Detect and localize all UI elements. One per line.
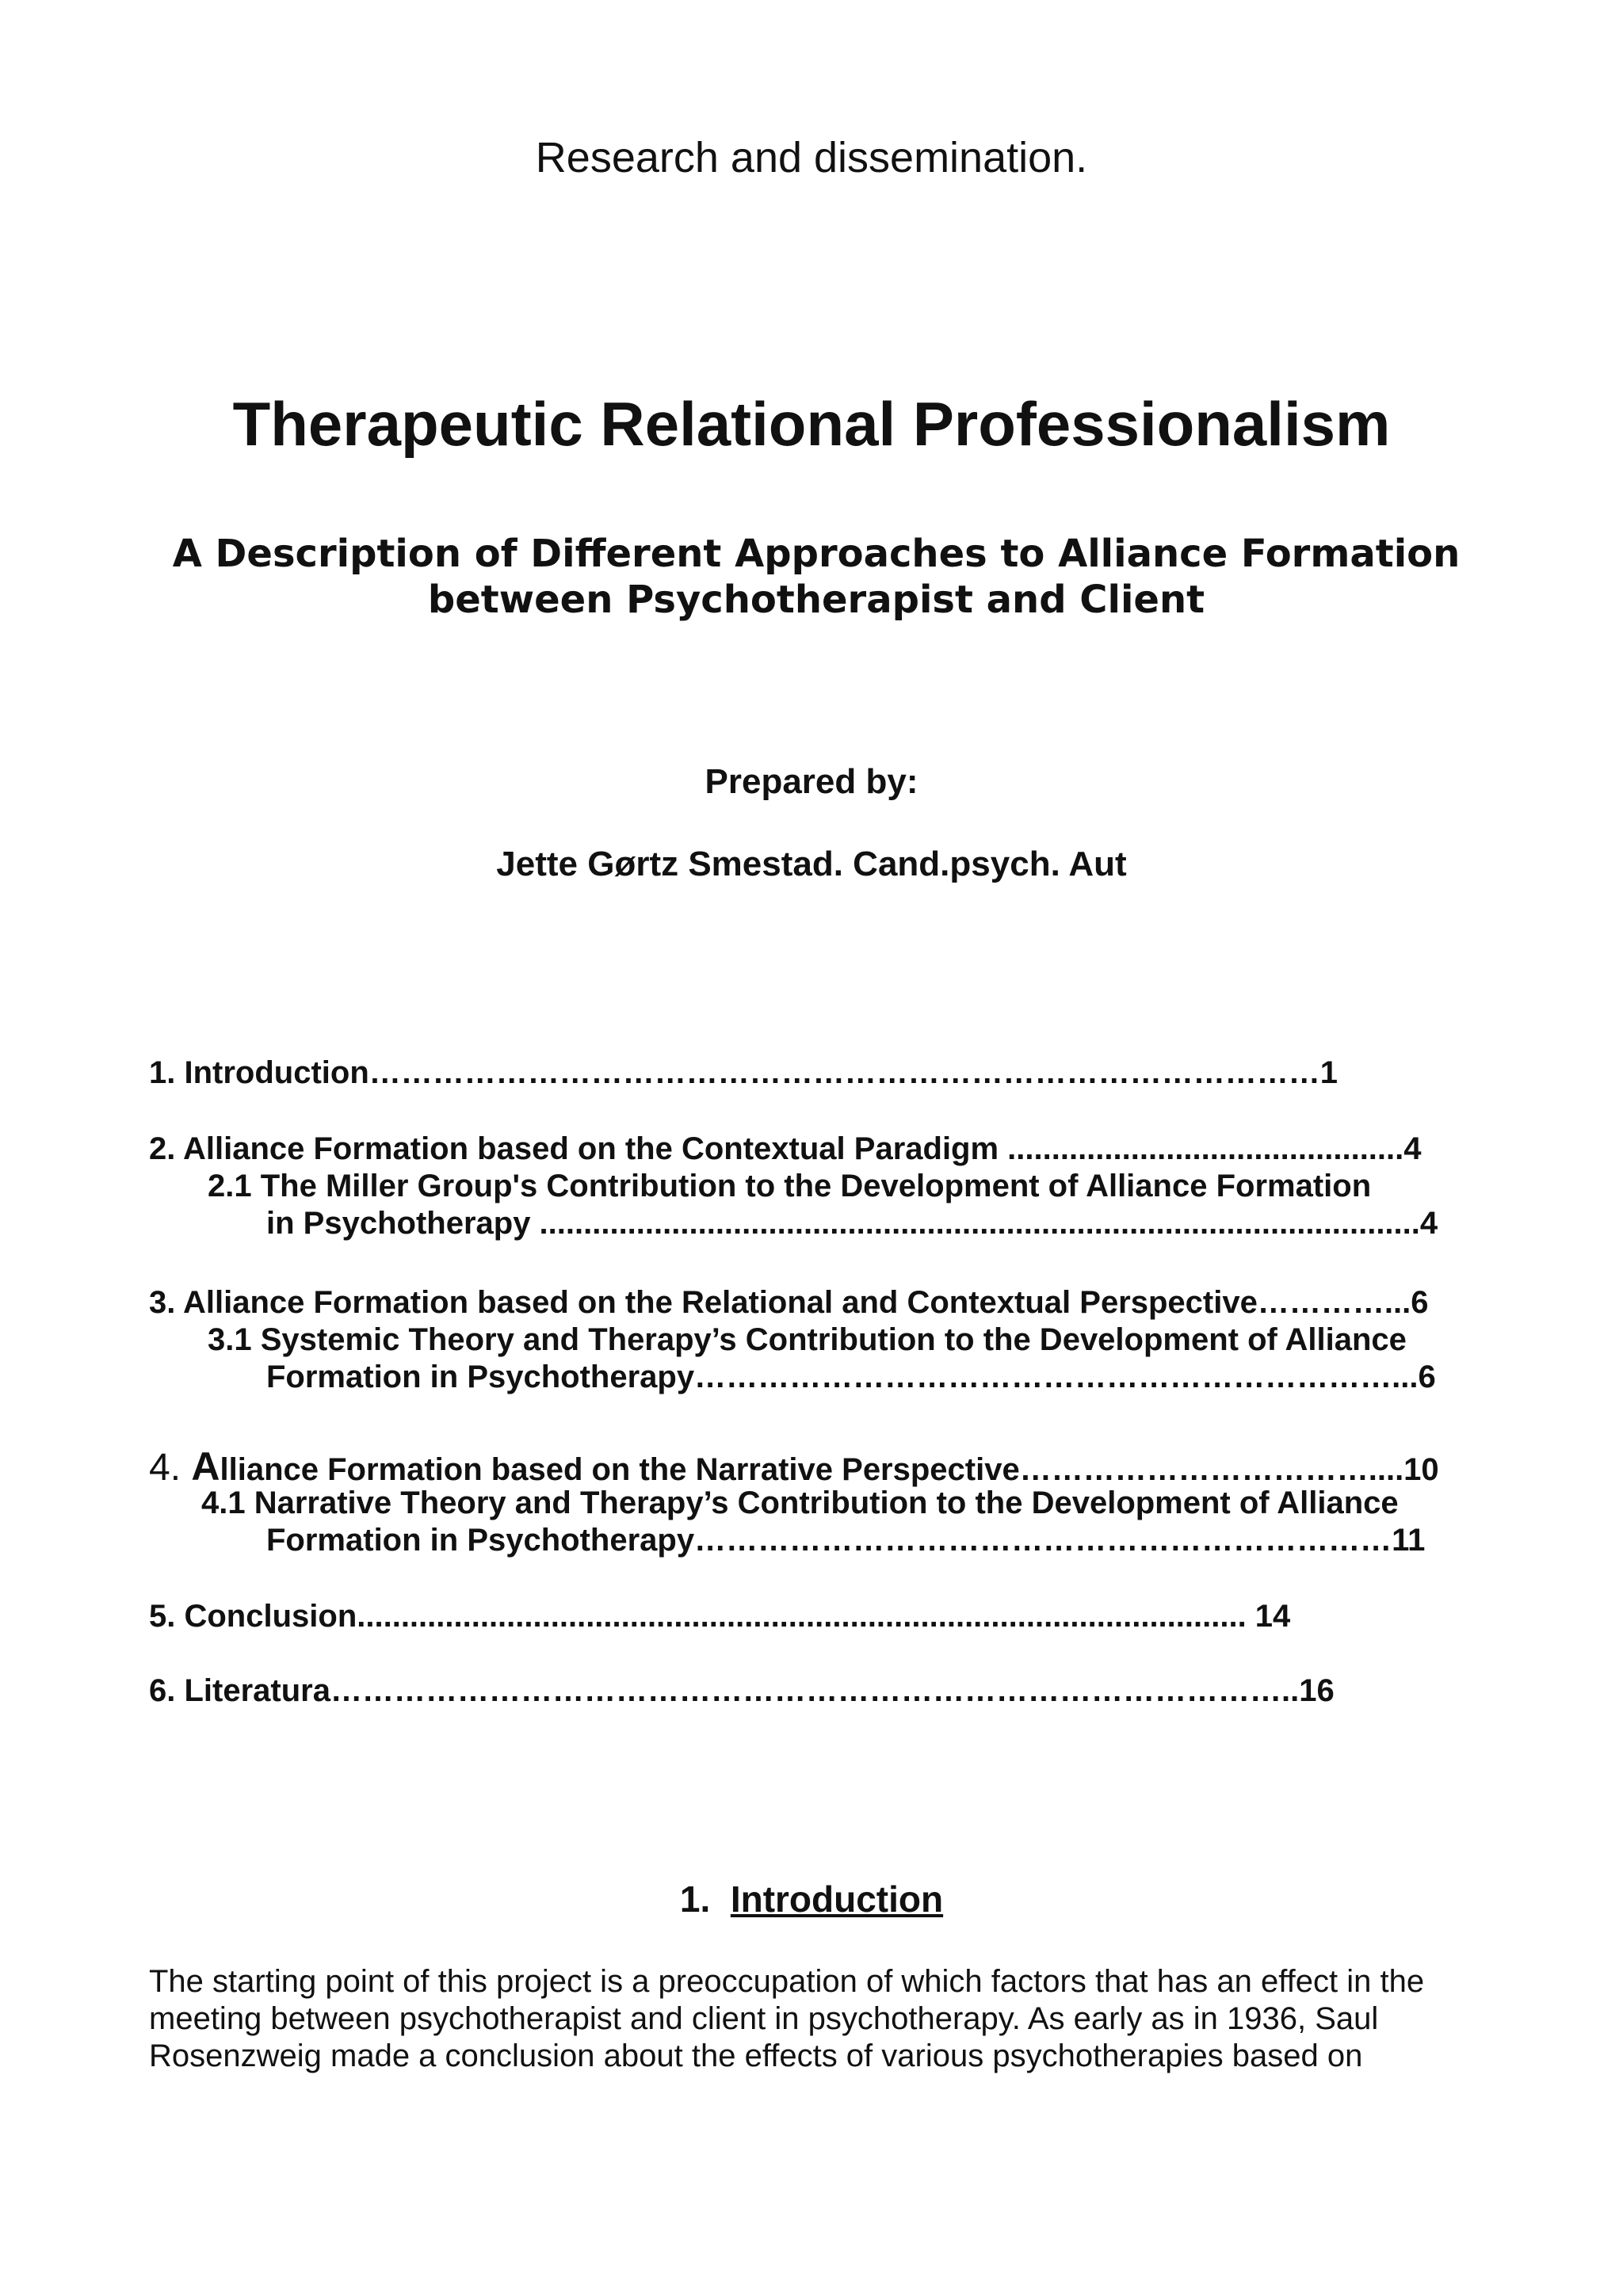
introduction-paragraph: [149, 1963, 1512, 2075]
section-title: Introduction: [730, 1878, 944, 1920]
toc-entry-number: 4.: [149, 1447, 192, 1489]
toc-subentry-systemic-theory-cont[interactable]: Formation in Psychotherapy…………………………………………………………...6: [266, 1360, 1436, 1394]
toc-entry-narrative-perspective[interactable]: [149, 1444, 1439, 1489]
toc-subentry-miller-group-cont[interactable]: in Psychotherapy ....................................................................................................4: [266, 1206, 1438, 1241]
toc-subentry-miller-group[interactable]: 2.1 The Miller Group's Contribution to the Development of Alliance Formation: [208, 1169, 1372, 1203]
subtitle-line-1: A Description of Different Approaches to Alliance Formation: [172, 532, 1461, 576]
toc-entry-relational-contextual[interactable]: 3. Alliance Formation based on the Relational and Contextual Perspective…………...6: [149, 1285, 1429, 1320]
toc-subentry-systemic-theory[interactable]: 3.1 Systemic Theory and Therapy’s Contribution to the Development of Alliance: [208, 1322, 1407, 1357]
toc-subentry-narrative-theory-cont[interactable]: Formation in Psychotherapy…………………………………………………………11: [266, 1523, 1426, 1558]
paragraph-line: meeting between psychotherapist and client in psychotherapy. As early as in 1936, Saul: [149, 2001, 1379, 2036]
prepared-by-label: Prepared by:: [705, 762, 918, 801]
toc-entry-initial: A: [191, 1444, 220, 1489]
toc-entry-conclusion[interactable]: 5. Conclusion..................................................................................................... 14: [149, 1599, 1291, 1634]
paragraph-line: The starting point of this project is a preoccupation of which factors that has an effect in the: [149, 1964, 1425, 1999]
paragraph-line: Rosenzweig made a conclusion about the effects of various psychotherapies based on: [149, 2039, 1363, 2073]
subtitle-line-2: between Psychotherapist and Client: [427, 578, 1205, 622]
toc-entry-literatura[interactable]: 6. Literatura………………………………………………………………………………..16: [149, 1673, 1335, 1708]
section-heading-introduction: [0, 1878, 1623, 1920]
toc-entry-text: lliance Formation based on the Narrative Perspective……………………………....10: [220, 1452, 1439, 1487]
section-number: 1.: [679, 1878, 711, 1920]
document-subtitle: [119, 531, 1514, 623]
document-title: Therapeutic Relational Professionalism: [232, 389, 1391, 459]
toc-subentry-narrative-theory[interactable]: 4.1 Narrative Theory and Therapy’s Contribution to the Development of Alliance: [201, 1486, 1399, 1520]
page-header: Research and dissemination.: [535, 134, 1088, 181]
author-name: Jette Gørtz Smestad. Cand.psych. Aut: [496, 845, 1127, 883]
toc-entry-contextual-paradigm[interactable]: 2. Alliance Formation based on the Contextual Paradigm .............................................4: [149, 1131, 1422, 1166]
toc-entry-introduction[interactable]: 1. Introduction………………………………………………………………………………1: [149, 1055, 1338, 1090]
